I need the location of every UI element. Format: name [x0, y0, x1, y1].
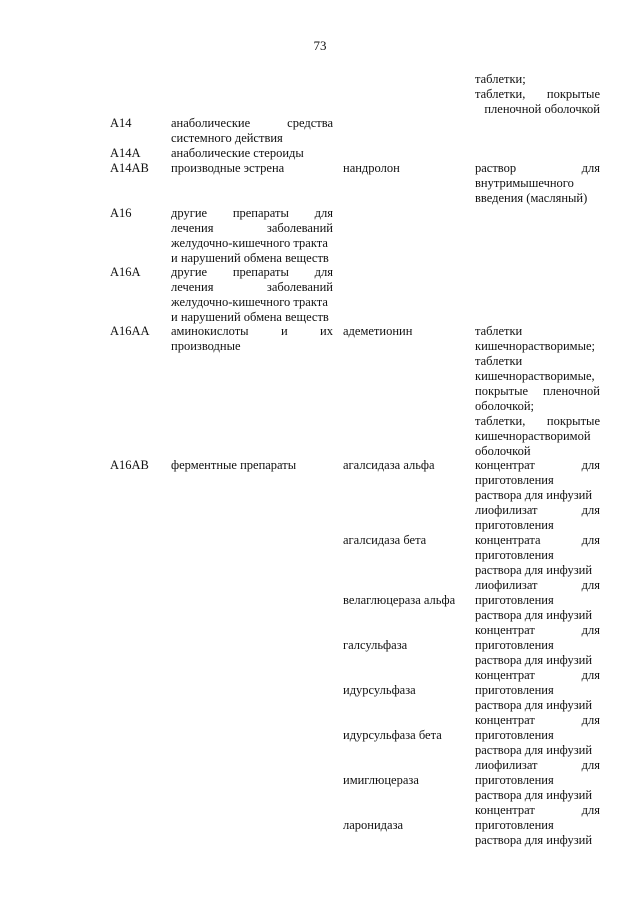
form-cell: приготовления раствора для инфузий: [475, 818, 593, 847]
form-cell: раствор для внутримышечного введения (масляный): [475, 161, 600, 205]
atc-code: A16AB: [110, 458, 149, 472]
form-cell: [475, 72, 600, 117]
form-line: таблетки;: [475, 72, 526, 86]
form-cell: приготовления раствора для инфузий концентрат для: [475, 638, 600, 682]
form-cell: концентрата для приготовления раствора для инфузий лиофилизат для: [475, 533, 600, 592]
drug-name: нандролон: [343, 161, 400, 175]
form-cell: приготовления раствора для инфузий концентрат для: [475, 683, 600, 727]
atc-code: A14AB: [110, 161, 149, 175]
form-cell: приготовления раствора для инфузий концентрат для: [475, 593, 600, 637]
drug-name: ларонидаза: [343, 818, 404, 832]
atc-code: A16: [110, 206, 132, 220]
drug-name: идурсульфаза: [343, 683, 416, 697]
form-cell: концентрат для приготовления раствора для инфузий лиофилизат для приготовления: [475, 458, 600, 532]
form-cell: таблетки кишечнорастворимые; таблетки кишечнорастворимые, покрытые пленочной оболочкой; таблетки, покрытые кишечнорастворимой оболочкой: [475, 324, 600, 458]
atc-description: анаболические средства системного действия: [171, 116, 333, 145]
atc-description: ферментные препараты: [171, 458, 297, 472]
form-cell: приготовления раствора для инфузий лиофилизат для: [475, 728, 600, 772]
drug-name: адеметионин: [343, 324, 413, 338]
atc-code: A16A: [110, 265, 141, 279]
drug-name: велаглюцераза альфа: [343, 593, 456, 607]
atc-code: A16AA: [110, 324, 150, 338]
atc-code: A14: [110, 116, 132, 130]
atc-description: производные эстрена: [171, 161, 285, 175]
drug-name: агалсидаза альфа: [343, 458, 435, 472]
atc-description: аминокислоты и их производные: [171, 324, 333, 353]
page-number: 73: [313, 38, 327, 53]
atc-code: A14A: [110, 146, 141, 160]
form-line: пленочной оболочкой: [484, 102, 600, 116]
atc-description: анаболические стероиды: [171, 146, 304, 160]
drug-name: галсульфаза: [343, 638, 408, 652]
atc-description: другие препараты для лечения заболеваний желудочно-кишечного тракта и нарушений обмена веществ: [171, 265, 333, 324]
form-cell: приготовления раствора для инфузий концентрат для: [475, 773, 600, 817]
form-line: таблетки, покрытые: [475, 87, 600, 101]
drug-name: агалсидаза бета: [343, 533, 427, 547]
atc-description: другие препараты для лечения заболеваний желудочно-кишечного тракта и нарушений обмена веществ: [171, 206, 333, 265]
drug-name: имиглюцераза: [343, 773, 419, 787]
drug-name: идурсульфаза бета: [343, 728, 442, 742]
